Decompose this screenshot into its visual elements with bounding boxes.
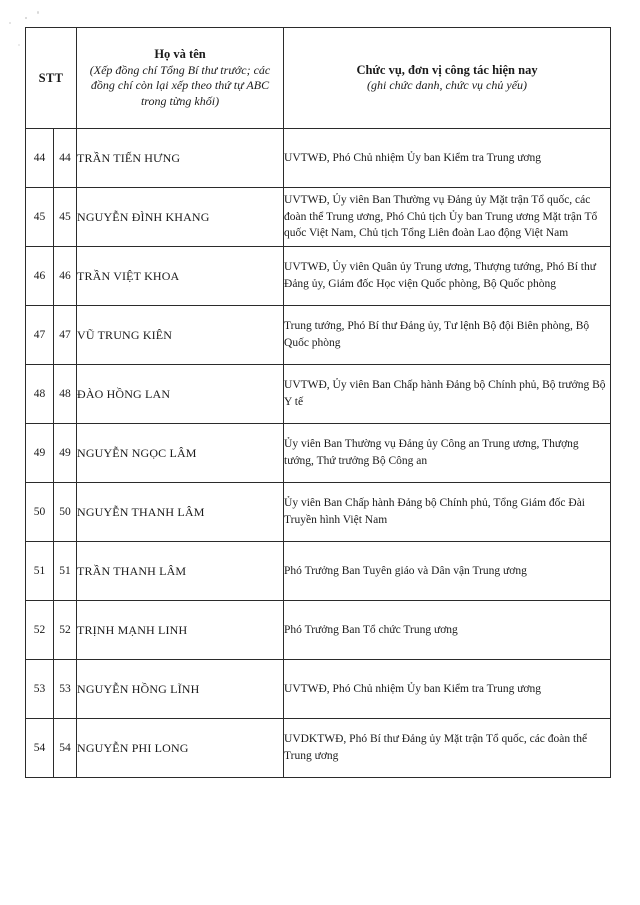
table-row bbox=[26, 719, 611, 778]
cell-stt-primary: 49 bbox=[26, 424, 54, 483]
cell-stt-primary: 44 bbox=[26, 129, 54, 188]
cell-position: Ủy viên Ban Chấp hành Đảng bộ Chính phủ, Tổng Giám đốc Đài Truyền hình Việt Nam bbox=[284, 483, 611, 542]
cell-full-name: NGUYỄN ĐÌNH KHANG bbox=[77, 188, 284, 247]
cell-full-name: TRẦN THANH LÂM bbox=[77, 542, 284, 601]
roster-table bbox=[25, 27, 611, 778]
cell-stt-secondary: 53 bbox=[54, 660, 77, 719]
cell-full-name: TRẦN TIẾN HƯNG bbox=[77, 129, 284, 188]
cell-position: Ủy viên Ban Thường vụ Đảng ủy Công an Trung ương, Thượng tướng, Thứ trưởng Bộ Công an bbox=[284, 424, 611, 483]
cell-full-name: VŨ TRUNG KIÊN bbox=[77, 306, 284, 365]
cell-stt-secondary: 48 bbox=[54, 365, 77, 424]
scan-speckle bbox=[25, 17, 27, 19]
table-body bbox=[26, 129, 611, 778]
cell-position: Phó Trưởng Ban Tuyên giáo và Dân vận Trung ương bbox=[284, 542, 611, 601]
cell-position: UVDKTWĐ, Phó Bí thư Đảng ủy Mặt trận Tổ quốc, các đoàn thể Trung ương bbox=[284, 719, 611, 778]
table-row bbox=[26, 542, 611, 601]
cell-stt-primary: 52 bbox=[26, 601, 54, 660]
cell-position: UVTWĐ, Ủy viên Ban Chấp hành Đảng bộ Chính phủ, Bộ trưởng Bộ Y tế bbox=[284, 365, 611, 424]
column-header-name-main: Họ và tên bbox=[154, 47, 206, 61]
table-row bbox=[26, 129, 611, 188]
cell-full-name: TRỊNH MẠNH LINH bbox=[77, 601, 284, 660]
column-header-stt: STT bbox=[26, 28, 77, 129]
cell-stt-secondary: 45 bbox=[54, 188, 77, 247]
cell-stt-secondary: 54 bbox=[54, 719, 77, 778]
cell-position: UVTWĐ, Phó Chủ nhiệm Ủy ban Kiểm tra Trung ương bbox=[284, 660, 611, 719]
cell-position: Phó Trưởng Ban Tổ chức Trung ương bbox=[284, 601, 611, 660]
cell-stt-primary: 47 bbox=[26, 306, 54, 365]
cell-full-name: NGUYỄN NGỌC LÂM bbox=[77, 424, 284, 483]
table-row bbox=[26, 424, 611, 483]
cell-stt-secondary: 51 bbox=[54, 542, 77, 601]
scan-speckle bbox=[9, 22, 11, 24]
table-row bbox=[26, 483, 611, 542]
table-row bbox=[26, 188, 611, 247]
cell-full-name: NGUYỄN HỒNG LĨNH bbox=[77, 660, 284, 719]
table-row bbox=[26, 660, 611, 719]
cell-full-name: NGUYỄN PHI LONG bbox=[77, 719, 284, 778]
cell-full-name: ĐÀO HỒNG LAN bbox=[77, 365, 284, 424]
cell-position: UVTWĐ, Ủy viên Ban Thường vụ Đảng ủy Mặt trận Tổ quốc, các đoàn thể Trung ương, Phó Chủ tịch Ủy ban Trung ương Mặt trận Tổ quốc Việt Nam, Chủ tịch Tổng Liên đoàn Lao động Việt Nam bbox=[284, 188, 611, 247]
cell-stt-primary: 48 bbox=[26, 365, 54, 424]
cell-full-name: NGUYỄN THANH LÂM bbox=[77, 483, 284, 542]
cell-stt-secondary: 46 bbox=[54, 247, 77, 306]
cell-stt-secondary: 49 bbox=[54, 424, 77, 483]
cell-stt-secondary: 47 bbox=[54, 306, 77, 365]
cell-full-name: TRẦN VIỆT KHOA bbox=[77, 247, 284, 306]
cell-stt-secondary: 52 bbox=[54, 601, 77, 660]
column-header-name bbox=[77, 28, 284, 129]
cell-stt-secondary: 50 bbox=[54, 483, 77, 542]
cell-stt-primary: 46 bbox=[26, 247, 54, 306]
table-row bbox=[26, 306, 611, 365]
cell-position: UVTWĐ, Ủy viên Quân ủy Trung ương, Thượng tướng, Phó Bí thư Đảng ủy, Giám đốc Học viện Quốc phòng, Bộ Quốc phòng bbox=[284, 247, 611, 306]
column-header-position bbox=[284, 28, 611, 129]
table-row bbox=[26, 601, 611, 660]
scan-speckle bbox=[18, 44, 20, 46]
cell-stt-primary: 53 bbox=[26, 660, 54, 719]
table-row bbox=[26, 247, 611, 306]
cell-stt-secondary: 44 bbox=[54, 129, 77, 188]
column-header-position-main: Chức vụ, đơn vị công tác hiện nay bbox=[356, 62, 538, 77]
column-header-position-note: (ghi chức danh, chức vụ chủ yếu) bbox=[367, 78, 528, 93]
cell-stt-primary: 54 bbox=[26, 719, 54, 778]
cell-stt-primary: 51 bbox=[26, 542, 54, 601]
table-header bbox=[26, 28, 611, 129]
cell-stt-primary: 45 bbox=[26, 188, 54, 247]
table-row bbox=[26, 365, 611, 424]
cell-position: UVTWĐ, Phó Chủ nhiệm Ủy ban Kiểm tra Trung ương bbox=[284, 129, 611, 188]
scan-speckle bbox=[37, 11, 39, 14]
cell-position: Trung tướng, Phó Bí thư Đảng ủy, Tư lệnh Bộ đội Biên phòng, Bộ Quốc phòng bbox=[284, 306, 611, 365]
column-header-name-note: (Xếp đồng chí Tổng Bí thư trước; các đồng chí còn lại xếp theo thứ tự ABC trong từng khối) bbox=[89, 62, 271, 109]
header-row bbox=[26, 28, 611, 129]
cell-stt-primary: 50 bbox=[26, 483, 54, 542]
